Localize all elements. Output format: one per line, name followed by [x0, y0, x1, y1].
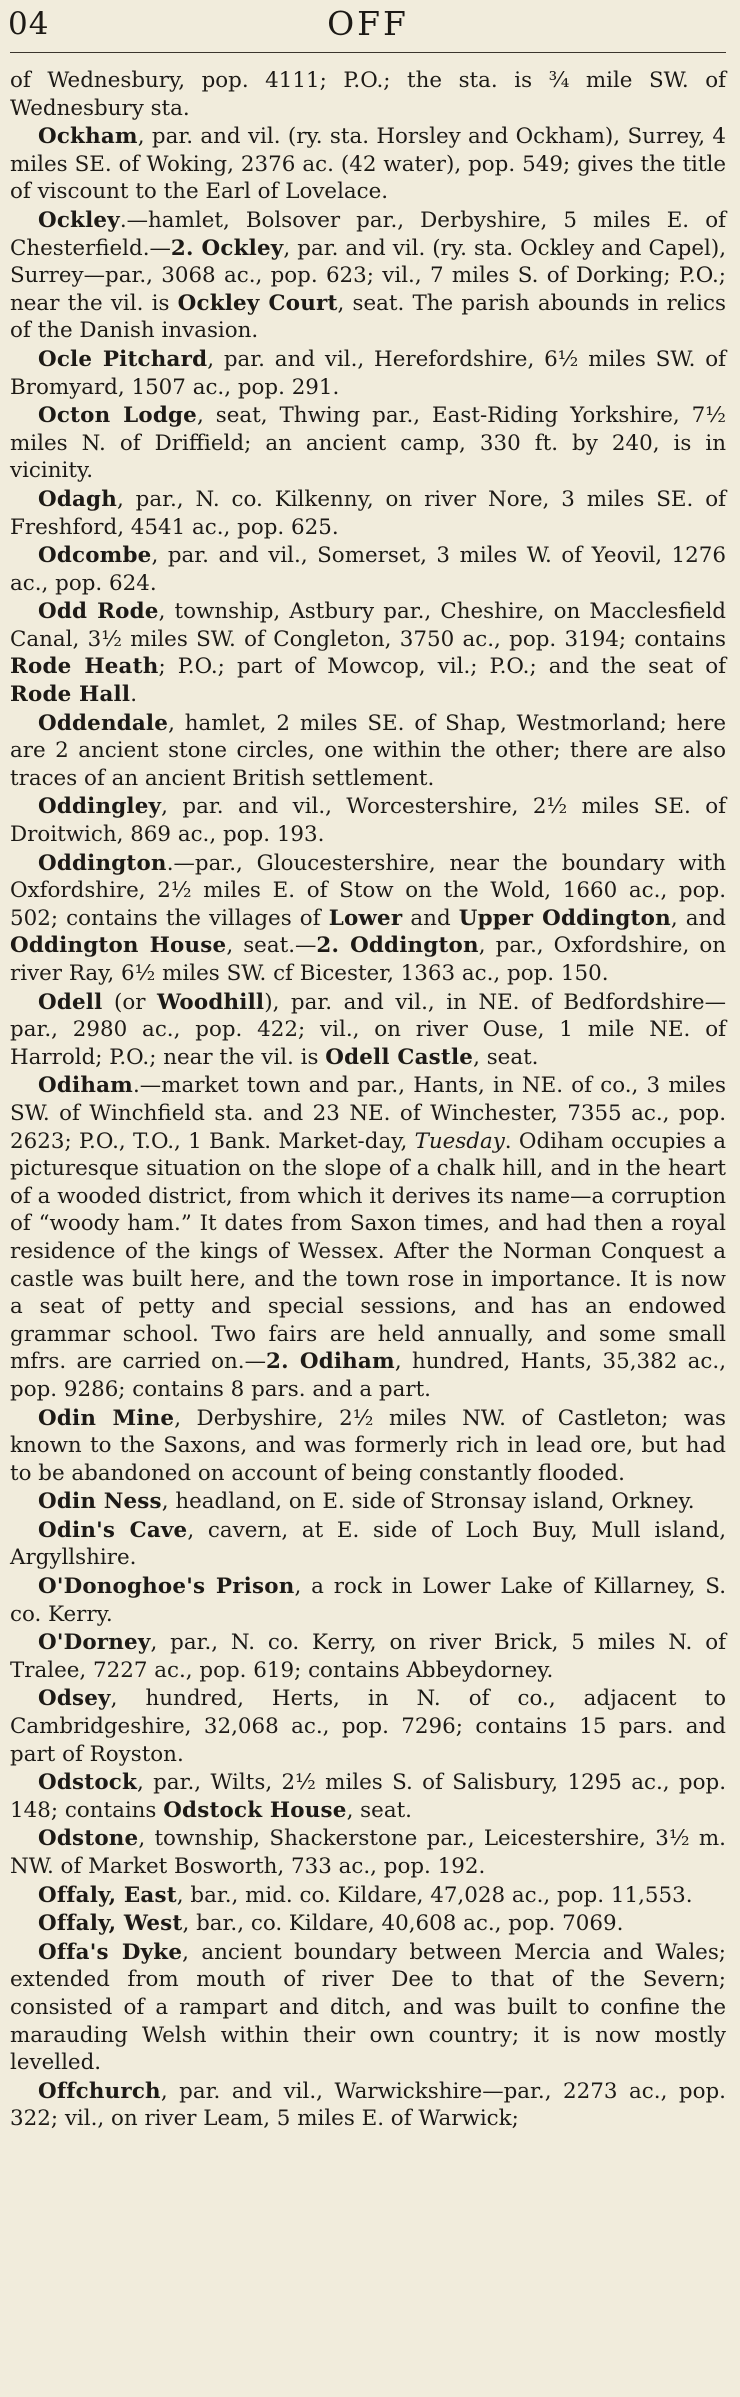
gazetteer-entry: Odin's Cave, cavern, at E. side of Loch Buy, Mull island, Argyllshire.	[10, 1517, 727, 1571]
headword: Odell	[38, 989, 103, 1015]
gazetteer-entry: Odsey, hundred, Herts, in N. of co., adjacent to Cambridgeshire, 32,068 ac., pop. 7296; contains 15 pars. and part of Royston.	[10, 1686, 726, 1767]
headword: Offaly, East	[38, 1882, 177, 1908]
headword: Odsey	[38, 1686, 111, 1712]
headword: Ockley	[38, 207, 120, 233]
headword: Odiham	[38, 1073, 133, 1099]
headword: Odstock	[38, 1770, 138, 1796]
gazetteer-entry: Oddendale, hamlet, 2 miles SE. of Shap, Westmorland; here are 2 ancient stone circles, one within the other; there are also traces of an ancient British settlement.	[10, 710, 726, 791]
headword: Upper Oddington	[458, 905, 671, 931]
gazetteer-entry: Ocle Pitchard, par. and vil., Herefordshire, 6½ miles SW. of Bromyard, 1507 ac., pop. 291.	[10, 346, 727, 400]
gazetteer-entry: Odiham.—market town and par., Hants, in NE. of co., 3 miles SW. of Winchfield sta. and 23 NE. of Winchester, 7355 ac., pop. 2623; P.O., T.O., 1 Bank. Market-day, Tuesday. Odiham occupies a picturesque situation on the slope of a chalk hill, and in the heart of a wooded district, from which it derives its name—a corruption of “woody ham.” It dates from Saxon times, and had then a royal residence of the kings of Wessex. After the Norman Conquest a castle was built here, and the town rose in importance. It is now a seat of petty and special sessions, and has an endowed grammar school. Two fairs are held annually, and some small mfrs. are carried on.—2. Odiham, hundred, Hants, 35,382 ac., pop. 9286; contains 8 pars. and a part.	[10, 1073, 726, 1402]
headword: Odin Mine	[38, 1405, 175, 1431]
gazetteer-entry: Offchurch, par. and vil., Warwickshire—par., 2273 ac., pop. 322; vil., on river Leam, 5 miles E. of Warwick;	[10, 2078, 726, 2132]
headword: Odstock House	[163, 1797, 347, 1823]
headword: Ockham	[38, 124, 138, 150]
gazetteer-entry: Odcombe, par. and vil., Somerset, 3 miles W. of Yeovil, 1276 ac., pop. 624.	[10, 543, 726, 596]
running-head: OFF	[327, 4, 409, 43]
headword: Odagh	[38, 486, 117, 512]
headword: Odstone	[38, 1826, 139, 1852]
gazetteer-entry: Odstone, township, Shackerstone par., Leicestershire, 3½ m. NW. of Market Bosworth, 733 ac., pop. 192.	[10, 1826, 726, 1879]
gazetteer-entry: Offaly, West, bar., co. Kildare, 40,608 ac., pop. 7069.	[38, 1911, 624, 1937]
headword: Oddington House	[10, 933, 227, 959]
continued-entry: of Wednesbury, pop. 4111; P.O.; the sta. is ¾ mile SW. of Wednesbury sta.	[10, 68, 726, 121]
headword: Oddington	[38, 850, 167, 876]
headword: Odin Ness	[38, 1489, 162, 1515]
headword: Offa's Dyke	[38, 1939, 183, 1965]
page-header	[10, 0, 726, 53]
gazetteer-entry: Oddington.—par., Gloucestershire, near the boundary with Oxfordshire, 2½ miles E. of Stow on the Wold, 1660 ac., pop. 502; contains the villages of Lower and Upper Oddington, and Oddington House, seat.—2. Oddington, par., Oxfordshire, on river Ray, 6½ miles SW. cf Bicester, 1363 ac., pop. 150.	[10, 850, 726, 986]
headword: Oddendale	[38, 710, 169, 736]
headword: O'Donoghoe's Prison	[38, 1574, 295, 1600]
headword: Lower	[328, 905, 403, 931]
italic-text: Tuesday	[414, 1128, 505, 1154]
gazetteer-entry: Odin Ness, headland, on E. side of Stronsay island, Orkney.	[38, 1489, 695, 1515]
entry-list	[10, 53, 726, 2133]
gazetteer-entry: Octon Lodge, seat, Thwing par., East-Riding Yorkshire, 7½ miles N. of Driffield; an ancient camp, 330 ft. by 240, is in vicinity.	[10, 403, 726, 484]
gazetteer-entry: Offaly, East, bar., mid. co. Kildare, 47,028 ac., pop. 11,553.	[38, 1882, 693, 1908]
gazetteer-entry: O'Dorney, par., N. co. Kerry, on river Brick, 5 miles N. of Tralee, 7227 ac., pop. 619; contains Abbeydorney.	[10, 1630, 726, 1683]
headword: Oddingley	[38, 794, 162, 820]
gazetteer-entry: Ockley.—hamlet, Bolsover par., Derbyshire, 5 miles E. of Chesterfield.—2. Ockley, par. and vil. (ry. sta. Ockley and Capel), Surrey—par., 3068 ac., pop. 623; vil., 7 miles S. of Dorking; P.O.; near the vil. is Ockley Court, seat. The parish abounds in relics of the Danish invasion.	[10, 207, 726, 344]
gazetteer-entry: Odstock, par., Wilts, 2½ miles S. of Salisbury, 1295 ac., pop. 148; contains Odstock House, seat.	[10, 1770, 726, 1823]
headword: 2. Oddington	[316, 933, 479, 959]
headword: Odd Rode	[38, 599, 159, 625]
headword: Odcombe	[38, 543, 152, 569]
gazetteer-entry: Offa's Dyke, ancient boundary between Mercia and Wales; extended from mouth of river Dee to that of the Severn; consisted of a rampart and ditch, and was built to confine the marauding Welsh within their own country; it is now mostly levelled.	[10, 1939, 727, 2076]
headword: Ockley Court	[177, 290, 338, 316]
headword: Offaly, West	[38, 1911, 183, 1937]
headword: 2. Odiham	[265, 1349, 395, 1375]
headword: 2. Ockley	[170, 235, 284, 261]
gazetteer-entry: Odagh, par., N. co. Kilkenny, on river Nore, 3 miles SE. of Freshford, 4541 ac., pop. 625.	[10, 486, 726, 540]
gazetteer-entry: Odin Mine, Derbyshire, 2½ miles NW. of Castleton; was known to the Saxons, and was formerly rich in lead ore, but had to be abandoned on account of being constantly flooded.	[10, 1405, 726, 1486]
headword: Woodhill	[156, 989, 265, 1015]
headword: O'Dorney	[38, 1630, 151, 1656]
gazetteer-entry: Odell (or Woodhill), par. and vil., in NE. of Bedfordshire—par., 2980 ac., pop. 422; vil., on river Ouse, 1 mile NE. of Harrold; P.O.; near the vil. is Odell Castle, seat.	[10, 989, 726, 1070]
headword: Odell Castle	[325, 1044, 474, 1070]
headword: Octon Lodge	[38, 403, 197, 429]
headword: Rode Heath	[10, 654, 159, 680]
headword: Offchurch	[38, 2078, 161, 2104]
headword: Rode Hall	[10, 682, 131, 708]
gazetteer-entry: O'Donoghoe's Prison, a rock in Lower Lake of Killarney, S. co. Kerry.	[10, 1574, 726, 1627]
page-number: 04	[8, 6, 50, 42]
gazetteer-entry: Oddingley, par. and vil., Worcestershire, 2½ miles SE. of Droitwich, 869 ac., pop. 193.	[10, 794, 726, 848]
gazetteer-entry: Ockham, par. and vil. (ry. sta. Horsley and Ockham), Surrey, 4 miles SE. of Woking, 2376 ac. (42 water), pop. 549; gives the title of viscount to the Earl of Lovelace.	[10, 124, 726, 205]
headword: Ocle Pitchard	[38, 346, 208, 372]
gazetteer-entry: Odd Rode, township, Astbury par., Cheshire, on Macclesfield Canal, 3½ miles SW. of Congleton, 3750 ac., pop. 3194; contains Rode Heath; P.O.; part of Mowcop, vil.; P.O.; and the seat of Rode Hall.	[10, 599, 726, 708]
headword: Odin's Cave	[38, 1517, 188, 1543]
